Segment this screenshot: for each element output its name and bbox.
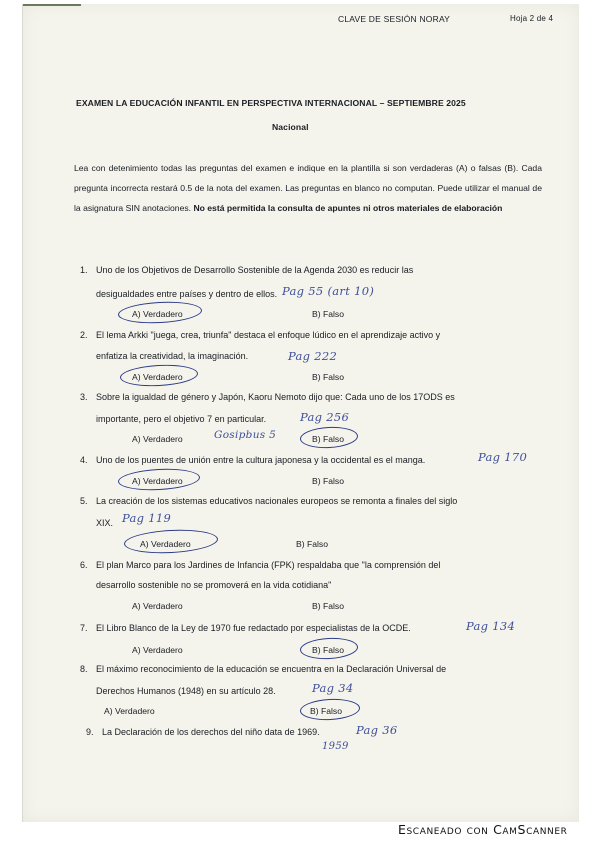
question-number: 1. xyxy=(80,265,88,275)
handwritten-note: Pag 222 xyxy=(288,349,338,363)
question-text: El Libro Blanco de la Ley de 1970 fue redactado por especialistas de la OCDE. xyxy=(96,623,411,633)
question-text: El plan Marco para los Jardines de Infancia (FPK) respaldaba que "la comprensión del xyxy=(96,560,441,570)
question-text: La creación de los sistemas educativos nacionales europeos se remonta a finales del siglo xyxy=(96,496,458,506)
option-b[interactable]: B) Falso xyxy=(312,309,344,319)
handwritten-note: Pag 55 (art 10) xyxy=(282,284,375,298)
option-a[interactable]: A) Verdadero xyxy=(132,434,183,444)
question-number: 2. xyxy=(80,330,88,340)
option-b[interactable]: B) Falso xyxy=(312,372,344,382)
handwritten-note: Pag 36 xyxy=(356,723,398,737)
option-a[interactable]: A) Verdadero xyxy=(132,601,183,611)
question-number: 6. xyxy=(80,560,88,570)
option-a[interactable]: A) Verdadero xyxy=(132,645,183,655)
question-number: 7. xyxy=(80,623,88,633)
exam-subtitle: Nacional xyxy=(272,122,309,132)
question-text: importante, pero el objetivo 7 en particular. xyxy=(96,414,267,424)
option-a[interactable]: A) Verdadero xyxy=(140,539,191,549)
handwritten-note: Gosipbus 5 xyxy=(214,429,277,441)
exam-title: EXAMEN LA EDUCACIÓN INFANTIL EN PERSPECTIVA INTERNACIONAL – SEPTIEMBRE 2025 xyxy=(76,98,466,108)
handwritten-note: Pag 119 xyxy=(122,511,172,525)
option-b[interactable]: B) Falso xyxy=(296,539,328,549)
question-text: desarrollo sostenible no se promoverá en la vida cotidiana" xyxy=(96,580,332,590)
scanner-watermark: Escaneado con CamScanner xyxy=(398,822,568,837)
session-key: CLAVE DE SESIÓN NORAY xyxy=(338,14,451,24)
question-number: 4. xyxy=(80,455,88,465)
option-a[interactable]: A) Verdadero xyxy=(132,372,183,382)
option-b[interactable]: B) Falso xyxy=(310,706,342,716)
question-text: Uno de los Objetivos de Desarrollo Sostenible de la Agenda 2030 es reducir las xyxy=(96,265,414,275)
question-number: 9. xyxy=(86,727,94,737)
option-b[interactable]: B) Falso xyxy=(312,476,344,486)
question-text: Sobre la igualdad de género y Japón, Kaoru Nemoto dijo que: Cada uno de los 17ODS es xyxy=(96,392,455,402)
option-a[interactable]: A) Verdadero xyxy=(132,309,183,319)
question-text: Uno de los puentes de unión entre la cultura japonesa y la occidental es el manga. xyxy=(96,455,426,465)
option-b[interactable]: B) Falso xyxy=(312,645,344,655)
question-number: 8. xyxy=(80,664,88,674)
option-b[interactable]: B) Falso xyxy=(312,601,344,611)
handwritten-note: Pag 34 xyxy=(312,681,354,695)
option-a[interactable]: A) Verdadero xyxy=(104,706,155,716)
handwritten-note: Pag 170 xyxy=(478,450,528,464)
question-text: enfatiza la creatividad, la imaginación. xyxy=(96,351,249,361)
question-text: desigualdades entre países y dentro de ellos. xyxy=(96,289,278,299)
instructions xyxy=(74,158,542,218)
question-text: XIX. xyxy=(96,518,114,528)
option-b[interactable]: B) Falso xyxy=(312,434,344,444)
instructions-text: Lea con detenimiento todas las preguntas del examen e indique en la plantilla si son verdaderas (A) o falsas (B). Cada pregunta incorrecta restará 0.5 de la nota del examen. Las preguntas en blanco no computan. Puede utilizar el manual de la asignatura SIN anotaciones. xyxy=(74,163,542,213)
page-number: Hoja 2 de 4 xyxy=(510,14,554,23)
sheet-edge-line xyxy=(23,4,81,6)
option-a[interactable]: A) Verdadero xyxy=(132,476,183,486)
instructions-bold: No está permitida la consulta de apuntes ni otros materiales de elaboración xyxy=(193,203,503,213)
question-number: 3. xyxy=(80,392,88,402)
handwritten-correction: 1959 xyxy=(322,741,349,752)
question-text: El máximo reconocimiento de la educación se encuentra en la Declaración Universal de xyxy=(96,664,447,674)
question-text: Derechos Humanos (1948) en su artículo 28. xyxy=(96,686,276,696)
question-text: La Declaración de los derechos del niño data de 1969. xyxy=(102,727,320,737)
question-number: 5. xyxy=(80,496,88,506)
handwritten-note: Pag 134 xyxy=(466,619,516,633)
handwritten-note: Pag 256 xyxy=(300,410,350,424)
question-text: El lema Arkki "juega, crea, triunfa" destaca el enfoque lúdico en el aprendizaje activo y xyxy=(96,330,441,340)
